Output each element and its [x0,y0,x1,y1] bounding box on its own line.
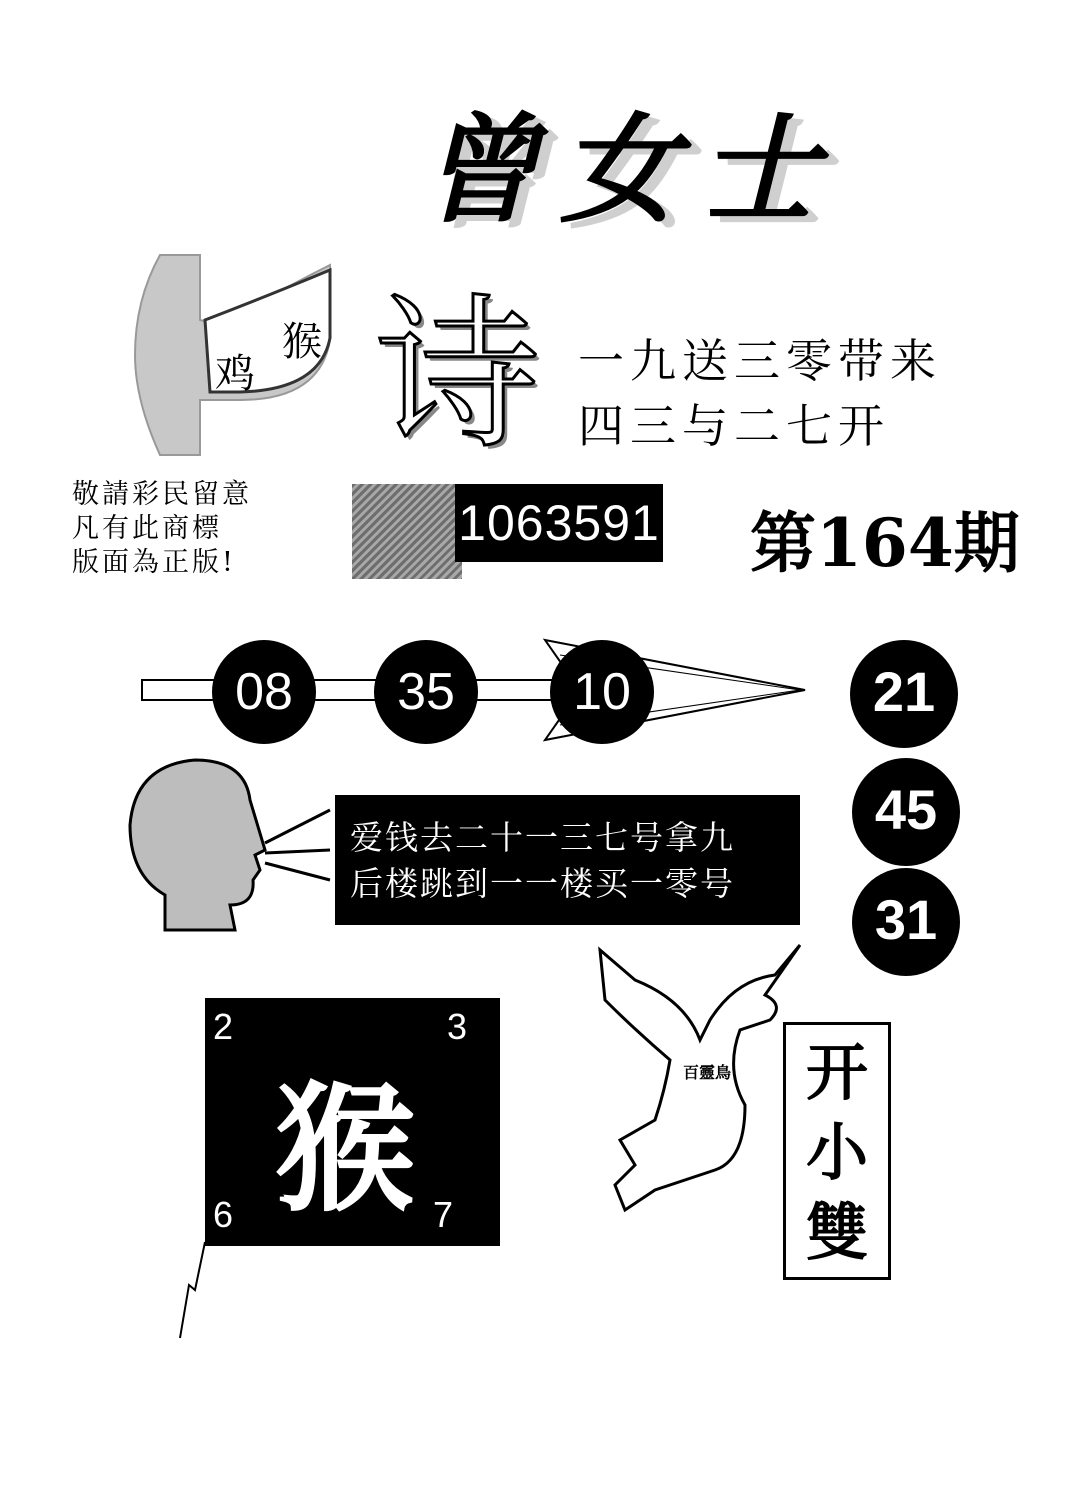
issue-number: 第164期 [750,504,1020,582]
trademark-stamp [352,484,462,579]
poem-line-1: 一九送三零带来 [578,334,942,388]
scratch-line [175,1240,215,1340]
zodiac-box [205,998,500,1246]
authenticity-notice [72,478,307,580]
corner-number: 2 [213,1006,234,1047]
corner-number: 6 [213,1194,234,1235]
side-number-ball: 31 [852,868,960,976]
side-number-ball: 45 [852,758,960,866]
number-ball: 10 [550,640,654,744]
speech-box [335,795,800,925]
notice-line: 凡有此商標 [72,513,222,544]
tip-line: 雙 [805,1196,868,1269]
contact-number: 1063591 [455,484,663,562]
bird-label: 百靈鳥 [683,1063,732,1082]
tip-line: 开 [805,1036,868,1109]
notice-line: 版面為正版! [72,547,236,578]
corner-number: 7 [433,1194,454,1235]
page-title: 曾女士 [420,100,841,239]
side-number-ball: 21 [850,640,958,748]
animal-label-rooster: 鸡 [215,351,255,397]
number-ball: 35 [374,640,478,744]
animal-label-monkey: 猴 [282,319,322,365]
number-ball: 08 [212,640,316,744]
tip-box [783,1022,891,1280]
poem-line-2: 四三与二七开 [578,399,890,453]
speaking-head-icon [125,755,340,935]
notice-line: 敬請彩民留意 [72,479,252,510]
poem-heading: 诗 [375,279,540,471]
zodiac-character: 猴 [275,1068,416,1232]
tip-line: 小 [805,1116,868,1189]
speech-line: 爱钱去二十一三七号拿九 [350,818,735,857]
speech-line: 后楼跳到一一楼买一零号 [350,864,735,903]
corner-number: 3 [447,1006,468,1047]
